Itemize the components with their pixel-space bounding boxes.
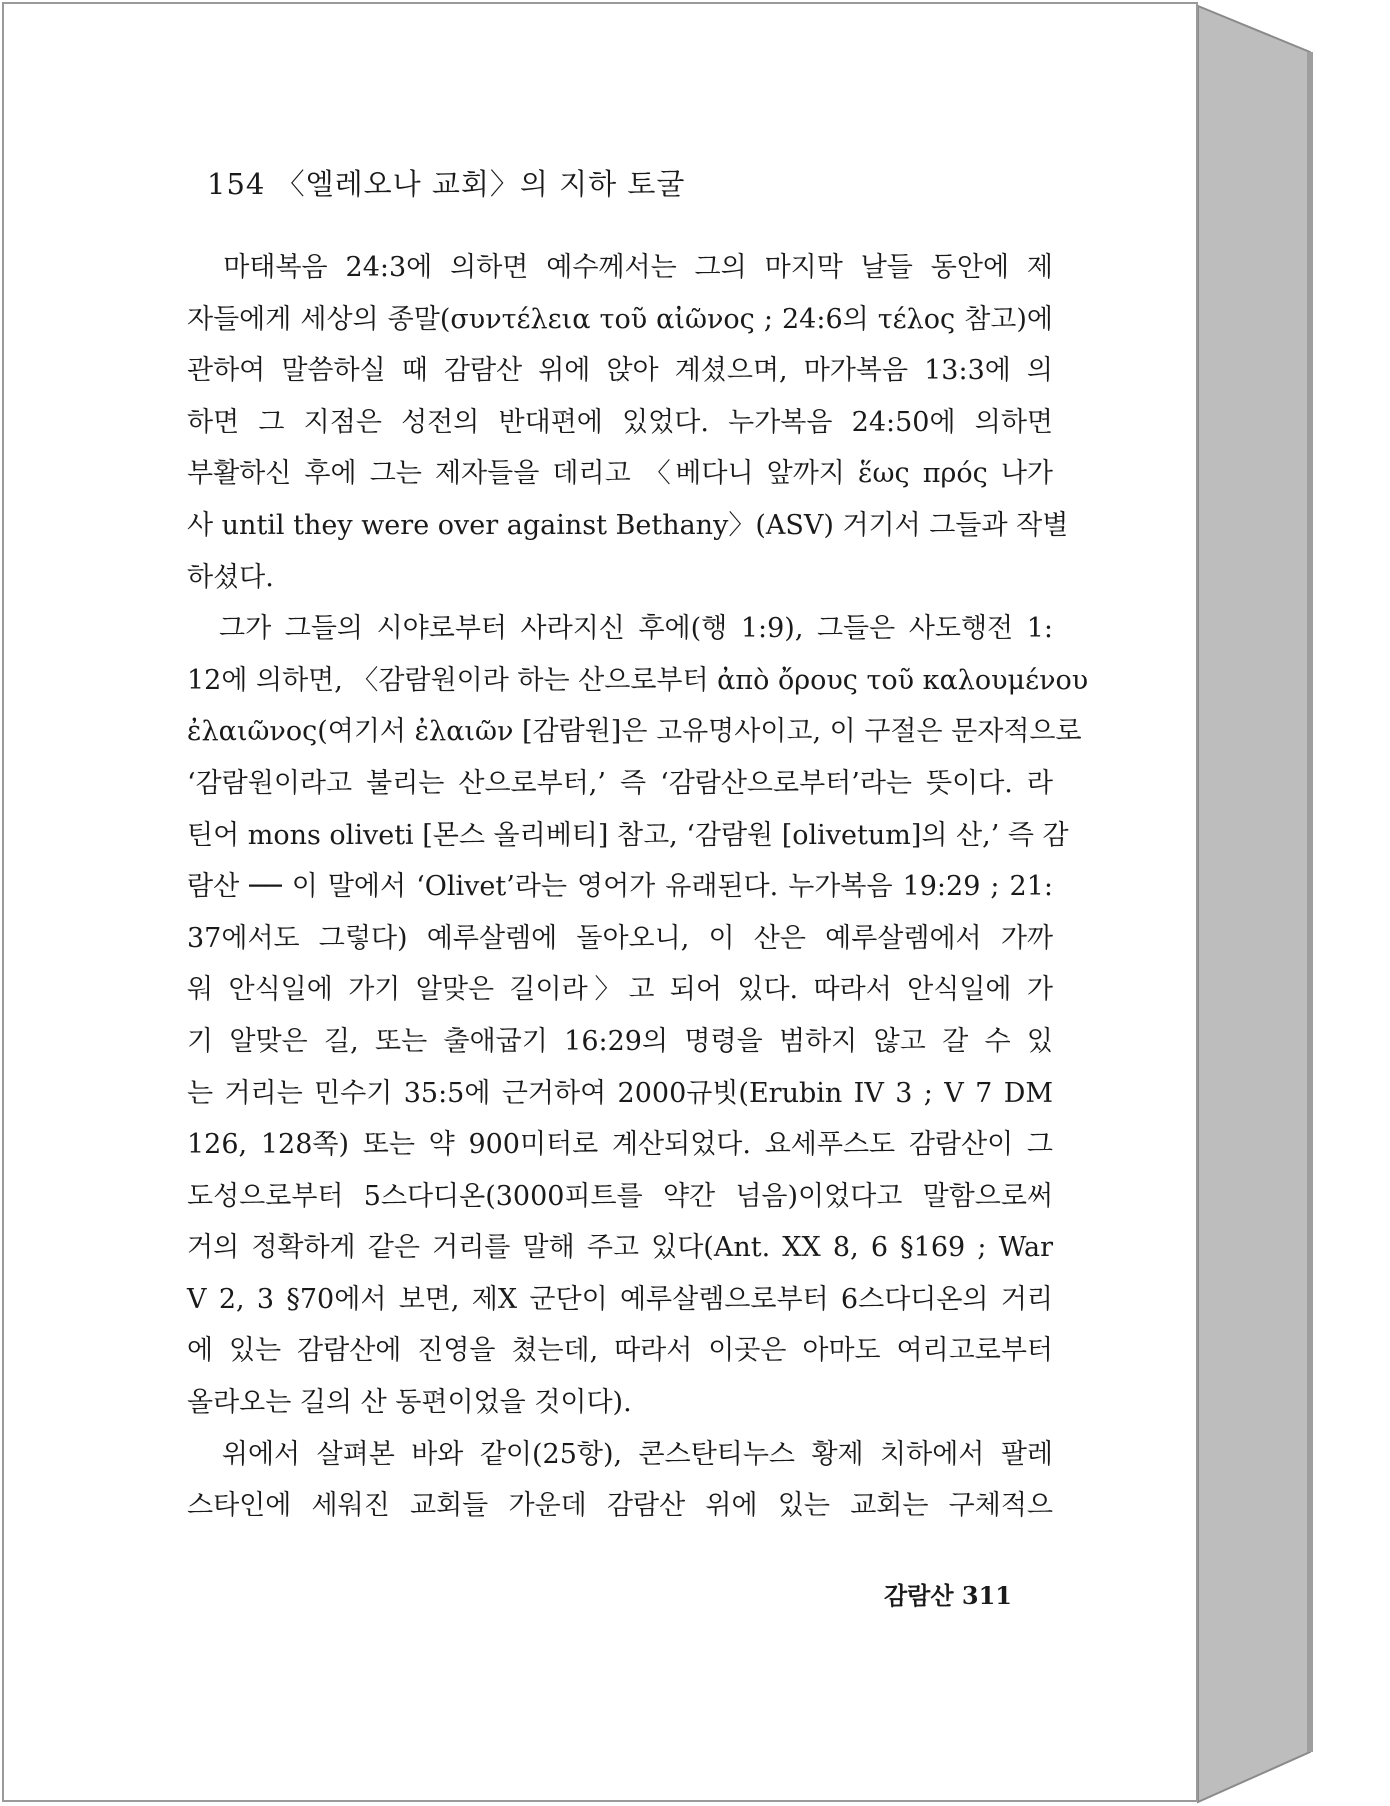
text-line: 하셨다. [187,561,274,593]
text-line: 자들에게 세상의 종말(συντέλεια τοῦ αἰῶνος ; 24:6의 τέλος 참고)에 [187,303,1053,335]
text-line: 37에서도 그렇다) 예루살렘에 돌아오니, 이 산은 예루살렘에서 가까 [187,922,1053,954]
text-line: 거의 정확하게 같은 거리를 말해 주고 있다(Ant. XX 8, 6 §169 ; War [187,1232,1053,1264]
text-line: 관하여 말씀하실 때 감람산 위에 앉아 계셨으며, 마가복음 13:3에 의 [187,355,1053,387]
text-line: 람산 ── 이 말에서 ‘Olivet’라는 영어가 유래된다. 누가복음 19:29 ; 21: [187,871,1053,903]
running-header: 154 〈엘레오나 교회〉의 지하 토굴 [207,167,686,201]
page-body [187,242,1089,1532]
text-line: 하면 그 지점은 성전의 반대편에 있었다. 누가복음 24:50에 의하면 [187,406,1053,438]
text-line: 올라오는 길의 산 동편이었을 것이다). [187,1387,632,1419]
text-line: 에 있는 감람산에 진영을 쳤는데, 따라서 이곳은 아마도 여리고로부터 [187,1335,1053,1367]
text-line: 그가 그들의 시야로부터 사라지신 후에(행 1:9), 그들은 사도행전 1: [187,613,1053,645]
text-line: ‘감람원이라고 불리는 산으로부터,’ 즉 ‘감람산으로부터’라는 뜻이다. 라 [187,767,1053,799]
text-line: 사 until they were over against Bethany〉(ASV) 거기서 그들과 작별 [187,509,1069,541]
text-line: ἐλαιῶνος(여기서 ἐλαιῶν [감람원]은 고유명사이고, 이 구절은 문자적으로 [187,716,1082,748]
book-page [2,2,1198,1802]
text-line: 도성으로부터 5스다디온(3000피트를 약간 넘음)이었다고 말함으로써 [187,1180,1053,1212]
text-line: 12에 의하면, 〈감람원이라 하는 산으로부터 ἀπὸ ὄρους τοῦ καλουμένου [187,664,1089,696]
text-line: 틴어 mons oliveti [몬스 올리베티] 참고, ‘감람원 [olivetum]의 산,’ 즉 감 [187,819,1069,851]
text-line: V 2, 3 §70에서 보면, 제X 군단이 예루살렘으로부터 6스다디온의 거리 [187,1283,1053,1315]
text-line: 마태복음 24:3에 의하면 예수께서는 그의 마지막 날들 동안에 제 [187,252,1053,283]
text-line: 기 알맞은 길, 또는 출애굽기 16:29의 명령을 범하지 않고 갈 수 있 [187,1025,1053,1057]
text-line: 부활하신 후에 그는 제자들을 데리고 〈베다니 앞까지 ἕως πρός 나가 [187,458,1053,490]
page-footer: 감람산 311 [884,1581,1013,1610]
text-line: 워 안식일에 가기 알맞은 길이라〉고 되어 있다. 따라서 안식일에 가 [187,974,1053,1006]
text-line: 는 거리는 민수기 35:5에 근거하여 2000규빗(Erubin IV 3 ; V 7 DM [187,1077,1053,1109]
text-line: 126, 128쪽) 또는 약 900미터로 계산되었다. 요세푸스도 감람산이 그 [187,1129,1053,1161]
book-side-face [1198,6,1310,1802]
text-line: 위에서 살펴본 바와 같이(25항), 콘스탄티누스 황제 치하에서 팔레 [187,1438,1053,1470]
text-line: 스타인에 세워진 교회들 가운데 감람산 위에 있는 교회는 구체적으 [187,1490,1053,1522]
